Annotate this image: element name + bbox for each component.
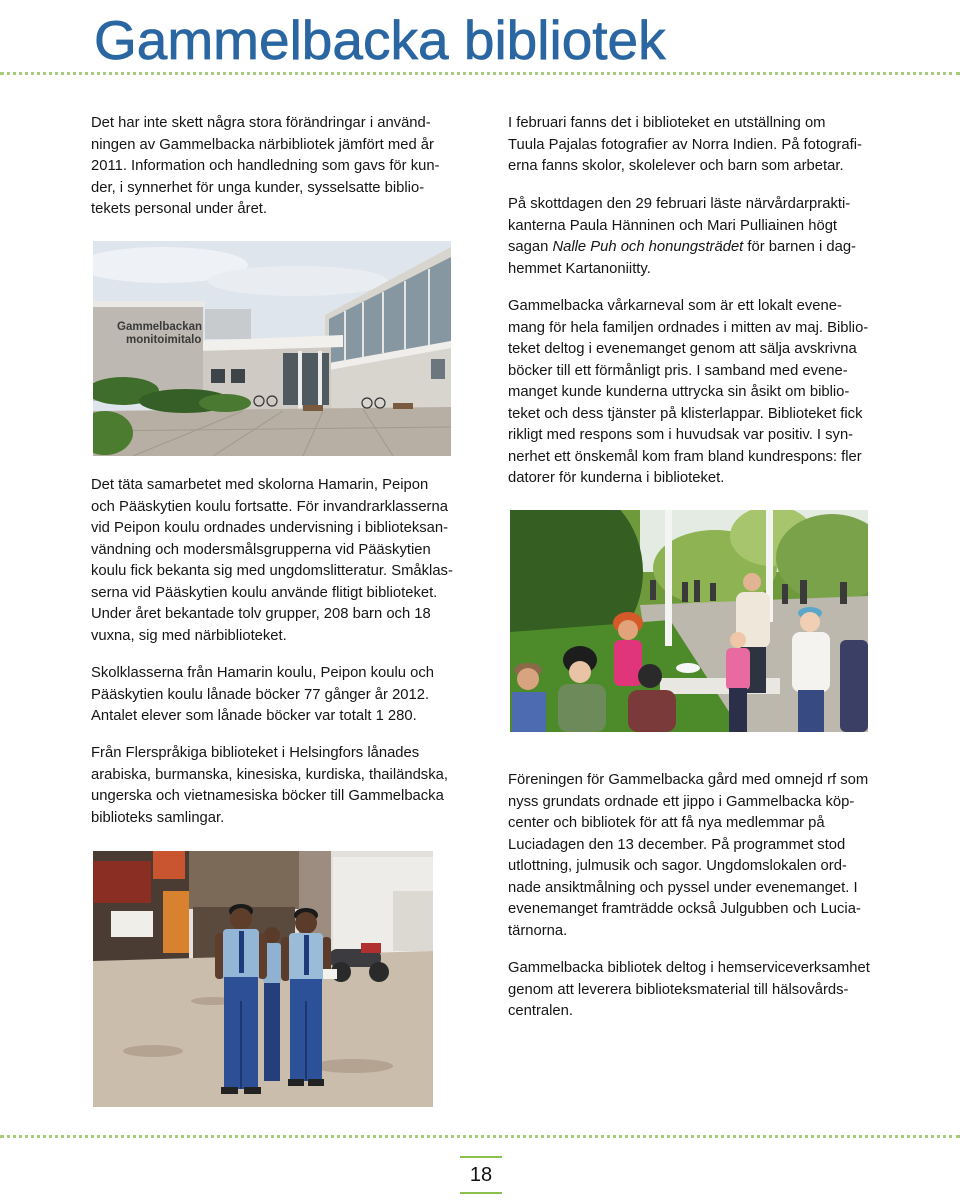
bowl [676,663,700,673]
building-sign-line-1: Gammelbackan [117,321,203,333]
paragraph-line: ungerska och vietnamesiska böcker till Gammelbacka [91,788,444,804]
paragraph-line: vid Peipon koulu ordnades undervisning i biblioteksan- [91,520,448,536]
spring-carnival-photo [510,510,868,732]
paragraph-spring-carnival [508,296,868,490]
paragraph-line: Pääskytien koulu lånade böcker 77 gånger år 2012. [91,686,430,703]
paragraph-line: arabiska, burmanska, kinesiska, kurdiska, thailändska, [91,766,448,783]
paragraph-line: På skottdagen den 29 februari läste närvårdarprakti- [508,196,851,212]
paragraph-line: serna vid Pääskytien koulu använde flitigt biblioteket. [91,584,438,601]
paragraph-line: teket deltog i evenemanget genom att sälja avskrivna [508,341,857,357]
paragraph-line: Gammelbacka bibliotek deltog i hemserviceverksamhet [508,960,870,976]
paragraph-school-cooperation [91,475,453,647]
paragraph-line: I februari fanns det i biblioteket en utställning om [508,115,826,131]
paragraph-line: 2011. Information och handledning som gavs för kun- [91,158,440,174]
paragraph-line: kanterna Paula Hänninen och Mari Pulliainen högt [508,217,838,234]
paragraph-line: tärnorna. [508,922,568,939]
paragraph-line: Skolklasserna från Hamarin koulu, Peipon koulu och [91,665,434,681]
paragraph-multilingual-loans [91,743,448,829]
book-title: Nalle Puh och honungsträdet [552,239,744,255]
paragraph-line: mang för hela familjen ordnades i mitten av maj. Biblio- [508,319,869,336]
paragraph-storytime [508,194,856,280]
paragraph-line: center och bibliotek för att få nya medlemmar på [508,815,825,831]
paragraph-line: Från Flerspråkiga biblioteket i Helsingfors lånades [91,745,420,761]
paragraph-line: teket och dess tjänster på klisterlappar. Biblioteket fick [508,405,863,422]
paragraph-line: nade ansiktmålning och pyssel under evenemanget. I [508,879,858,896]
paragraph-line: Antalet elever som lånade böcker var totalt 1 280. [91,708,417,724]
distant-apartment-block [205,309,251,339]
paragraph-line: manget kunde kunderna uttrycka sin åsikt om biblio- [508,384,850,400]
library-building-photo [93,241,451,456]
paragraph-line: Föreningen för Gammelbacka gård med omnejd rf som [508,772,869,788]
paragraph-line: utlottning, julmusik och sagor. Ungdomslokalen ord- [508,858,847,874]
paragraph-lucia-event [508,770,868,942]
paragraph-line: Tuula Pajalas fotografier av Norra Indien. På fotografi- [508,136,862,153]
page-title: Gammelbacka bibliotek [94,9,666,71]
paragraph-line: der, i synnerhet för unga kunder, sysselsatte biblio- [91,179,425,196]
paragraph-line: datorer för kunderna i biblioteket. [508,470,725,486]
header-dotted-rule [0,72,960,75]
paragraph-line: tekets personal under året. [91,201,268,217]
paragraph-line: Gammelbacka vårkarneval som är ett lokalt evene- [508,298,842,314]
paragraph-line: böcker till ett förmånligt pris. I samband med evene- [508,362,848,379]
paved-plaza [93,407,451,456]
paragraph-line: centralen. [508,1003,573,1019]
paragraph-line: evenemanget framträdde också Julgubben och Lucia- [508,901,861,917]
paragraph-line: Under året bekantade tolv grupper, 208 barn och 18 [91,606,431,622]
paragraph-line: nerhet ett önskemål kom fram bland kundrespons: fler [508,448,862,465]
paragraph-school-loans [91,663,434,728]
paragraph-line: Det har inte skett några stora förändringar i använd- [91,115,431,131]
line-segment: sagan [508,239,553,255]
paragraph-line: Luciadagen den 13 december. På programmet stod [508,836,846,853]
paragraph-line: genom att leverera biblioteksmaterial till hälsovårds- [508,981,849,998]
footer-dotted-rule [0,1135,960,1138]
paragraph-line: och Pääskytien koulu fortsatte. För invandrarklasserna [91,498,448,515]
paragraph-line: erna fanns skolor, skolelever och barn som arbetar. [508,158,844,174]
child-foreground-right [840,640,868,732]
line-segment: för barnen i dag- [743,239,856,255]
paragraph-line: vuxna, sig med närbiblioteket. [91,627,287,644]
paragraph-line: Det täta samarbetet med skolorna Hamarin, Peipon [91,477,429,493]
paragraph-line: nyss grundats ordnade ett jippo i Gammelbacka köp- [508,793,855,810]
paragraph-photo-exhibition [508,113,862,178]
paragraph-line: rikligt med respons som i huvudsak var positiv. I syn- [508,427,854,443]
page-number: 18 [460,1156,502,1194]
paragraph-line: biblioteks samlingar. [91,809,225,826]
paragraph-line: ningen av Gammelbacka närbibliotek jämfört med år [91,136,434,153]
paragraph-line: hemmet Kartanoniitty. [508,260,651,277]
building-sign-line-2: monitoimitalo [126,334,202,346]
paragraph-line: koulu fick bekanta sig med ungdomslitteratur. Småklas- [91,563,453,579]
paragraph-line [508,237,856,259]
paragraph-home-service [508,958,870,1023]
india-schoolboys-photo [93,851,433,1107]
paragraph-year-overview [91,113,440,221]
paragraph-line: vändning och modersmålsgrupperna vid Pääskytien [91,541,431,558]
